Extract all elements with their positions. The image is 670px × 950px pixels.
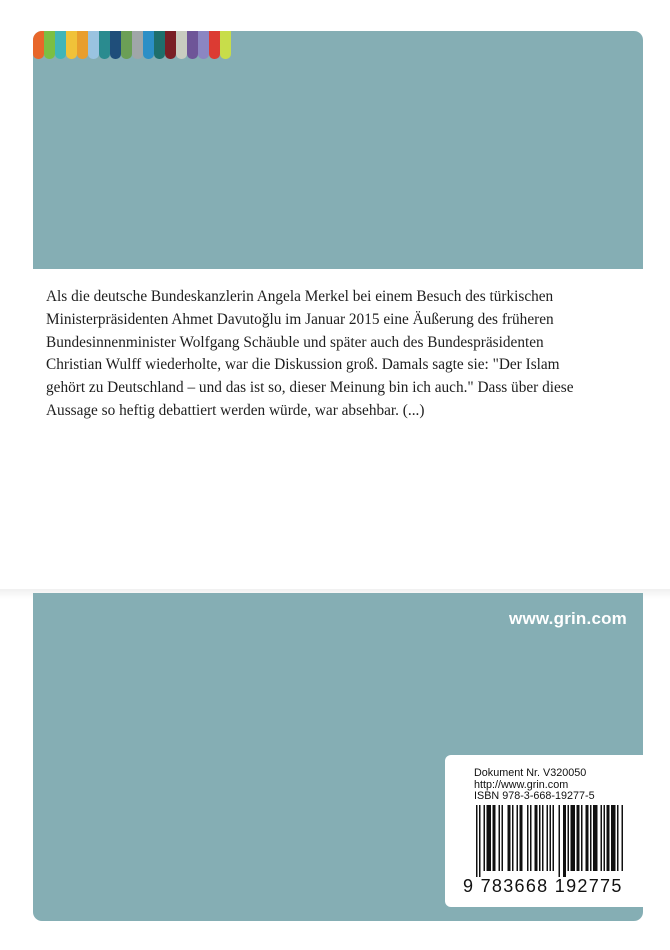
barcode-bar: [547, 805, 549, 871]
barcode-bar: [568, 805, 570, 871]
barcode-digits: 9 783668 192775: [463, 876, 623, 896]
color-stripes: [33, 31, 231, 59]
barcode-bar: [571, 805, 576, 871]
barcode-bar: [617, 805, 619, 871]
barcode-bar: [604, 805, 606, 871]
color-stripe-12: [154, 31, 165, 59]
bottom-color-panel: [33, 593, 643, 921]
color-stripe-5: [77, 31, 88, 59]
barcode-bar: [508, 805, 511, 871]
color-stripe-7: [99, 31, 110, 59]
color-stripe-3: [55, 31, 66, 59]
barcode-bar: [622, 805, 624, 871]
barcode-info: [474, 768, 595, 803]
color-stripe-1: [33, 31, 44, 59]
barcode-box: [445, 755, 643, 907]
barcode-bar: [479, 805, 481, 877]
barcode-bar: [563, 805, 566, 877]
color-stripe-6: [88, 31, 99, 59]
barcode-bar: [577, 805, 580, 871]
color-stripe-11: [143, 31, 154, 59]
color-stripe-14: [176, 31, 187, 59]
color-stripe-18: [220, 31, 231, 59]
barcode-bar: [550, 805, 552, 871]
color-stripe-15: [187, 31, 198, 59]
barcode-bar: [502, 805, 504, 871]
color-stripe-2: [44, 31, 55, 59]
barcode-bar: [553, 805, 555, 871]
color-stripe-10: [132, 31, 143, 59]
barcode-bar: [611, 805, 616, 871]
barcode-bar: [581, 805, 583, 871]
barcode-bar: [493, 805, 496, 871]
barcode-bar: [542, 805, 544, 871]
barcode-bar: [476, 805, 478, 877]
barcode-graphic: [476, 805, 626, 877]
book-back-cover: [33, 31, 643, 921]
barcode-bar: [512, 805, 514, 871]
barcode-bar: [601, 805, 603, 871]
blurb-text: Als die deutsche Bundeskanzlerin Angela Merkel bei einem Besuch des türkischen Ministerpräsidenten Ahmet Davutoğlu im Januar 2015 eine Äußerung des früheren Bundesinnenminister Wolfgang Schäuble und später auch des Bundespräsidenten Christian Wulff wiederholte, war die Diskussion groß. Damals sagte sie: "Der Islam gehört zu Deutschland – und das ist so, dieser Meinung bin ich auch." Dass über diese Aussage so heftig debattiert werden würde, war absehbar. (...): [46, 288, 574, 419]
blurb-area: [33, 269, 643, 593]
barcode-bar: [586, 805, 589, 871]
document-number: Dokument Nr. V320050: [474, 767, 587, 779]
barcode-bar: [527, 805, 529, 871]
color-stripe-8: [110, 31, 121, 59]
color-stripe-17: [209, 31, 220, 59]
barcode-bar: [520, 805, 523, 871]
isbn-number: ISBN 978-3-668-19277-5: [474, 790, 595, 802]
barcode-bar: [517, 805, 519, 871]
barcode-bar: [535, 805, 538, 871]
document-url: http://www.grin.com: [474, 778, 569, 791]
color-stripe-13: [165, 31, 176, 59]
publisher-website: www.grin.com: [509, 609, 627, 628]
color-stripe-9: [121, 31, 132, 59]
barcode-bar: [607, 805, 610, 871]
barcode-bar: [559, 805, 561, 877]
barcode-bar: [499, 805, 501, 871]
barcode-bar: [487, 805, 492, 871]
barcode-bar: [530, 805, 532, 871]
barcode-bar: [484, 805, 486, 871]
barcode-bar: [593, 805, 598, 871]
barcode-bar: [539, 805, 541, 871]
barcode-bar: [590, 805, 592, 871]
color-stripe-4: [66, 31, 77, 59]
color-stripe-16: [198, 31, 209, 59]
top-color-panel: [33, 31, 643, 269]
